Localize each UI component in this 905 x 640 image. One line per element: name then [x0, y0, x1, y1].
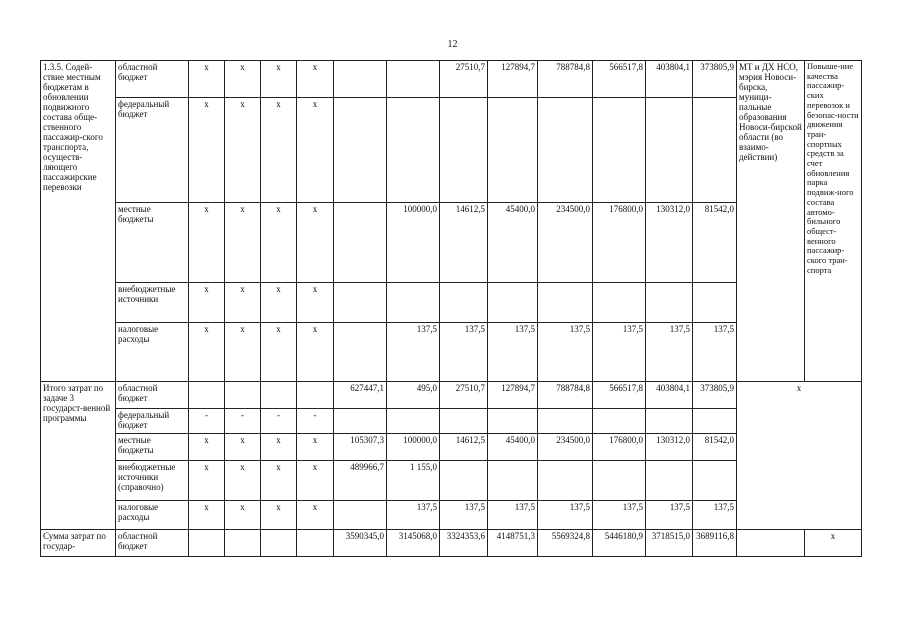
value-cell: [488, 461, 538, 501]
value-cell: [488, 409, 538, 434]
x-cell: х: [225, 501, 261, 530]
value-cell: [334, 409, 387, 434]
source-cell: налоговые расходы: [116, 501, 189, 530]
value-cell: [334, 203, 387, 283]
value-cell: [538, 98, 593, 203]
x-cell: х: [297, 61, 334, 98]
value-cell: 14612,5: [440, 434, 488, 461]
value-cell: 566517,8: [593, 382, 646, 409]
x-cell: х: [225, 323, 261, 382]
x-cell: х: [189, 283, 225, 323]
value-cell: [538, 461, 593, 501]
value-cell: [440, 98, 488, 203]
value-cell: [593, 461, 646, 501]
dash-cell: -: [297, 409, 334, 434]
source-cell: внебюджетные источники: [116, 283, 189, 323]
value-cell: 489966,7: [334, 461, 387, 501]
x-cell: х: [805, 530, 862, 557]
value-cell: 45400,0: [488, 434, 538, 461]
dash-cell: -: [261, 409, 297, 434]
value-cell: 1 155,0: [387, 461, 440, 501]
x-cell: х: [297, 98, 334, 203]
x-cell: х: [189, 203, 225, 283]
value-cell: [334, 501, 387, 530]
value-cell: [440, 409, 488, 434]
dash-cell: -: [189, 409, 225, 434]
value-cell: [538, 409, 593, 434]
x-cell: х: [189, 323, 225, 382]
value-cell: [646, 283, 693, 323]
value-cell: 137,5: [646, 501, 693, 530]
page-number: 12: [447, 39, 458, 50]
value-cell: 403804,1: [646, 61, 693, 98]
x-cell: х: [261, 61, 297, 98]
value-cell: 5446180,9: [593, 530, 646, 557]
x-cell: х: [297, 461, 334, 501]
value-cell: 403804,1: [646, 382, 693, 409]
value-cell: 105307,3: [334, 434, 387, 461]
value-cell: 176800,0: [593, 434, 646, 461]
value-cell: 5569324,8: [538, 530, 593, 557]
value-cell: [488, 283, 538, 323]
value-cell: 27510,7: [440, 61, 488, 98]
value-cell: [334, 283, 387, 323]
value-cell: 3324353,6: [440, 530, 488, 557]
value-cell: 4148751,3: [488, 530, 538, 557]
value-cell: 100000,0: [387, 203, 440, 283]
value-cell: 14612,5: [440, 203, 488, 283]
program-cost-table: [40, 60, 862, 557]
value-cell: 127894,7: [488, 382, 538, 409]
source-cell: федеральный бюджет: [116, 98, 189, 203]
value-cell: 81542,0: [693, 203, 737, 283]
value-cell: 176800,0: [593, 203, 646, 283]
x-cell: х: [225, 61, 261, 98]
value-cell: [387, 283, 440, 323]
source-cell: областной бюджет: [116, 382, 189, 409]
x-cell: х: [297, 323, 334, 382]
sum-title-cell: Сумма затрат по государ-: [41, 530, 116, 557]
value-cell: 137,5: [440, 323, 488, 382]
x-cell: х: [225, 461, 261, 501]
x-cell: х: [261, 461, 297, 501]
x-cell: х: [225, 283, 261, 323]
table-row: [41, 530, 862, 557]
x-cell: х: [261, 203, 297, 283]
x-cell: х: [297, 283, 334, 323]
value-cell: [693, 409, 737, 434]
x-cell: х: [225, 203, 261, 283]
source-cell: областной бюджет: [116, 530, 189, 557]
value-cell: 234500,0: [538, 203, 593, 283]
value-cell: 81542,0: [693, 434, 737, 461]
x-cell: х: [189, 434, 225, 461]
x-cell: х: [189, 461, 225, 501]
value-cell: 45400,0: [488, 203, 538, 283]
x-cell: х: [225, 98, 261, 203]
x-cell: х: [297, 434, 334, 461]
x-cell: х: [261, 501, 297, 530]
value-cell: [646, 461, 693, 501]
value-cell: 100000,0: [387, 434, 440, 461]
value-cell: 137,5: [538, 501, 593, 530]
value-cell: [387, 409, 440, 434]
source-cell: местные бюджеты: [116, 434, 189, 461]
value-cell: 137,5: [488, 323, 538, 382]
value-cell: 3718515,0: [646, 530, 693, 557]
value-cell: [646, 409, 693, 434]
value-cell: [593, 283, 646, 323]
source-cell: внебюджетные источники (справочно): [116, 461, 189, 501]
result-cell: Повыше-ние качества пассажир-ских перевозок и безопас-ности движения тран-спортных средств за счет обновления парка подвиж-ного состава автомо-бильного общест-венного пассажир-ского тран-спорта: [805, 61, 862, 382]
x-cell: х: [261, 98, 297, 203]
value-cell: 137,5: [693, 323, 737, 382]
value-cell: [334, 98, 387, 203]
x-cell: х: [297, 501, 334, 530]
source-cell: налоговые расходы: [116, 323, 189, 382]
value-cell: 3590345,0: [334, 530, 387, 557]
x-cell: х: [189, 61, 225, 98]
value-cell: 137,5: [488, 501, 538, 530]
value-cell: 137,5: [387, 323, 440, 382]
value-cell: 373805,9: [693, 382, 737, 409]
value-cell: [488, 98, 538, 203]
value-cell: [387, 98, 440, 203]
x-cell: х: [189, 501, 225, 530]
x-cell: х: [261, 323, 297, 382]
value-cell: 495,0: [387, 382, 440, 409]
x-cell: х: [189, 98, 225, 203]
value-cell: 137,5: [693, 501, 737, 530]
dash-cell: -: [225, 409, 261, 434]
value-cell: [334, 323, 387, 382]
value-cell: [387, 61, 440, 98]
value-cell: [593, 409, 646, 434]
value-cell: 130312,0: [646, 434, 693, 461]
source-cell: областной бюджет: [116, 61, 189, 98]
value-cell: 566517,8: [593, 61, 646, 98]
x-cell: х: [225, 434, 261, 461]
value-cell: 3689116,8: [693, 530, 737, 557]
source-cell: федеральный бюджет: [116, 409, 189, 434]
value-cell: 234500,0: [538, 434, 593, 461]
value-cell: [334, 61, 387, 98]
total-title-cell: Итого затрат по задаче 3 государст-венной программы: [41, 382, 116, 530]
value-cell: 127894,7: [488, 61, 538, 98]
value-cell: [593, 98, 646, 203]
table-row: [41, 61, 862, 98]
value-cell: [693, 283, 737, 323]
value-cell: [440, 283, 488, 323]
value-cell: [646, 98, 693, 203]
value-cell: 373805,9: [693, 61, 737, 98]
value-cell: 788784,8: [538, 61, 593, 98]
value-cell: [440, 461, 488, 501]
value-cell: 130312,0: [646, 203, 693, 283]
value-cell: 3145068,0: [387, 530, 440, 557]
value-cell: [538, 283, 593, 323]
value-cell: 137,5: [593, 323, 646, 382]
x-cell: х: [261, 434, 297, 461]
value-cell: 27510,7: [440, 382, 488, 409]
value-cell: 137,5: [387, 501, 440, 530]
x-cell: х: [261, 283, 297, 323]
table-row: [41, 382, 862, 409]
value-cell: 627447,1: [334, 382, 387, 409]
measure-title-cell: 1.3.5. Содей-ствие местным бюджетам в обновлении подвижного состава обще-ственного пассажир-ского транспорта, осуществ-ляющего пассажирские перевозки: [41, 61, 116, 382]
value-cell: 137,5: [440, 501, 488, 530]
value-cell: 137,5: [538, 323, 593, 382]
value-cell: 137,5: [593, 501, 646, 530]
value-cell: 788784,8: [538, 382, 593, 409]
source-cell: местные бюджеты: [116, 203, 189, 283]
value-cell: [693, 98, 737, 203]
executor-cell: МТ и ДХ НСО, мэрия Новоси-бирска, муници-пальные образования Новоси-бирской области (во взаимо-действии): [737, 61, 805, 382]
x-cell: х: [297, 203, 334, 283]
x-cell: х: [737, 382, 862, 530]
value-cell: 137,5: [646, 323, 693, 382]
value-cell: [693, 461, 737, 501]
